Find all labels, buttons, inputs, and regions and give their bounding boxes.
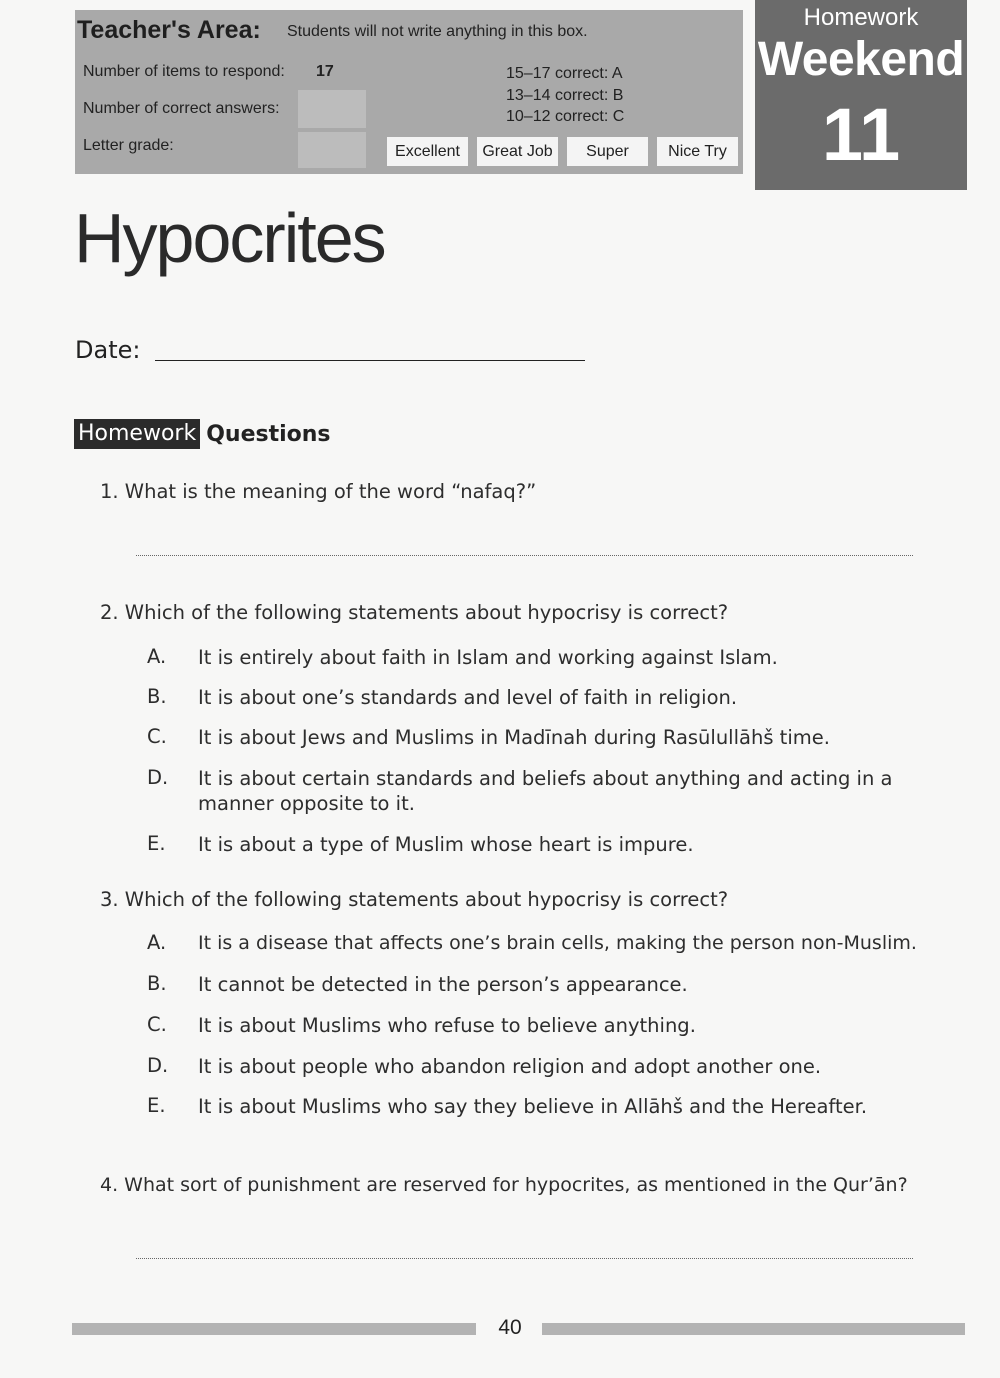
option-text: It is about one’s standards and level of faith in religion. [198, 686, 738, 709]
page-number: 40 [498, 1316, 522, 1339]
option-letter: A. [147, 931, 167, 954]
grade-key-b: 13–14 correct: B [506, 86, 624, 104]
teacher-area-note: Students will not write anything in this box. [287, 23, 588, 40]
option-letter: E. [147, 832, 166, 855]
option-text: It is about Muslims who say they believe in Allāhš and the Hereafter. [198, 1095, 868, 1118]
page-title: Hypocrites [74, 199, 385, 277]
letter-grade-field[interactable] [298, 132, 366, 168]
option-text: It is about people who abandon religion and adopt another one. [198, 1055, 822, 1078]
section-heading-text: Questions [206, 421, 331, 447]
option-text: It is a disease that affects one’s brain cells, making the person non-Muslim. [198, 932, 917, 954]
badge-homework-label: Homework [803, 4, 919, 31]
badge-weekend-label: Weekend [757, 33, 965, 86]
footer-bar-left [72, 1323, 476, 1335]
option-text: It cannot be detected in the person’s appearance. [198, 973, 688, 996]
homework-weekend-badge [755, 0, 967, 190]
question-4: 4. What sort of punishment are reserved for hypocrites, as mentioned in the Qur’ān? [100, 1174, 908, 1196]
section-heading-tag: Homework [74, 419, 200, 449]
praise-super[interactable]: Super [567, 137, 648, 166]
question-1: 1. What is the meaning of the word “nafaq?” [100, 480, 537, 503]
option-letter: B. [147, 972, 167, 995]
correct-answers-label: Number of correct answers: [83, 100, 280, 117]
option-letter: E. [147, 1094, 166, 1117]
question-2: 2. Which of the following statements about hypocrisy is correct? [100, 601, 729, 624]
grade-key [506, 63, 624, 128]
section-heading [74, 419, 331, 449]
option-text: It is about certain standards and beliefs about anything and acting in a manner opposite to it. [198, 767, 893, 815]
answer-line-1[interactable] [136, 555, 913, 556]
option-letter: C. [147, 1013, 167, 1036]
option-letter: B. [147, 685, 167, 708]
praise-excellent[interactable]: Excellent [387, 137, 468, 166]
grade-key-a: 15–17 correct: A [506, 65, 623, 82]
option-text: It is about Muslims who refuse to believe anything. [198, 1014, 696, 1037]
option-text: It is about Jews and Muslims in Madīnah during Rasūlullāhš time. [198, 726, 830, 749]
praise-nice-try[interactable]: Nice Try [657, 137, 738, 166]
date-label: Date: [75, 336, 141, 364]
items-label: Number of items to respond: [83, 63, 285, 80]
grade-key-c: 10–12 correct: C [506, 108, 625, 125]
option-letter: D. [147, 766, 169, 789]
teacher-area-title: Teacher's Area: [77, 16, 261, 44]
option-letter: D. [147, 1054, 169, 1077]
items-value: 17 [316, 63, 334, 80]
date-field[interactable] [155, 360, 585, 361]
badge-weekend-number: 11 [821, 93, 901, 176]
correct-answers-field[interactable] [298, 90, 366, 128]
praise-great-job[interactable]: Great Job [477, 137, 558, 166]
option-letter: A. [147, 645, 167, 668]
option-letter: C. [147, 725, 167, 748]
letter-grade-label: Letter grade: [83, 137, 174, 154]
option-text: It is entirely about faith in Islam and working against Islam. [198, 646, 778, 669]
question-3: 3. Which of the following statements about hypocrisy is correct? [100, 888, 729, 911]
teacher-area-box [75, 10, 743, 174]
option-text: It is about a type of Muslim whose heart is impure. [198, 833, 694, 856]
footer-bar-right [542, 1323, 965, 1335]
answer-line-4[interactable] [136, 1258, 913, 1259]
